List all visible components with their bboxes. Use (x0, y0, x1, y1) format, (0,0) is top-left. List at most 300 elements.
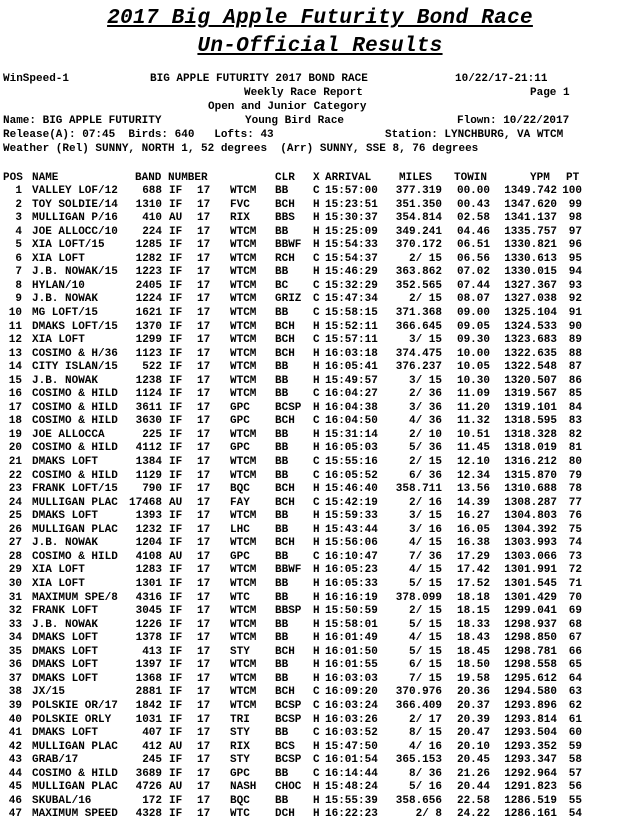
result-row (0, 564, 640, 577)
cell-band: 3611 (135, 401, 162, 414)
cell-pos: 40 (8, 713, 22, 726)
cell-pt: 77 (568, 496, 582, 509)
result-row (0, 226, 640, 239)
release-line: Release(A): 07:45 Birds: 640 Lofts: 43 (3, 129, 274, 141)
cell-ypm: 1294.580 (504, 686, 557, 699)
cell-club: GPC (230, 401, 250, 414)
cell-sex: C (313, 550, 320, 563)
cell-band: 1378 (135, 632, 162, 645)
cell-miles: 4/ 36 (408, 415, 442, 428)
cell-band: 1124 (135, 388, 162, 401)
cell-prefix: IF (169, 185, 183, 197)
printed-timestamp: 10/22/17-21:11 (455, 73, 548, 85)
cell-miles: 7/ 36 (408, 550, 442, 563)
cell-arrival: 15:56:06 (325, 537, 378, 550)
cell-sex: H (313, 713, 320, 726)
cell-pos: 28 (8, 550, 22, 563)
cell-pt: 84 (568, 401, 582, 414)
cell-club: WTCM (230, 374, 257, 387)
cell-loft: MG LOFT/15 (32, 306, 99, 319)
cell-loft: DMAKS LOFT (32, 659, 99, 672)
cell-pos: 24 (8, 496, 22, 509)
cell-pt: 83 (568, 415, 582, 428)
cell-sex: C (313, 185, 320, 197)
cell-towin: 19.58 (456, 672, 490, 685)
cell-pt: 61 (568, 713, 582, 726)
cell-band: 412 (142, 740, 162, 753)
cell-band: 1299 (135, 334, 162, 347)
cell-arrival: 15:57:00 (325, 185, 378, 197)
cell-sex: C (313, 754, 320, 767)
cell-loft: MULLIGAN PLAC (32, 781, 118, 794)
cell-miles: 3/ 36 (408, 401, 442, 414)
cell-pos: 22 (8, 469, 22, 482)
cell-pos: 19 (8, 428, 22, 441)
cell-pos: 35 (8, 645, 22, 658)
cell-pos: 29 (8, 564, 22, 577)
cell-year: 17 (197, 672, 211, 685)
cell-ypm: 1322.548 (504, 361, 557, 374)
cell-pos: 42 (8, 740, 22, 753)
cell-sex: H (313, 442, 320, 455)
result-row (0, 592, 640, 605)
cell-year: 17 (197, 645, 211, 658)
cell-sex: C (313, 469, 320, 482)
cell-arrival: 16:09:20 (325, 686, 378, 699)
cell-towin: 20.47 (456, 727, 490, 739)
cell-arrival: 15:58:01 (325, 618, 378, 631)
cell-year: 17 (197, 727, 211, 739)
cell-arrival: 15:46:29 (325, 266, 378, 279)
cell-club: WTCM (230, 618, 257, 631)
cell-pt: 87 (568, 361, 582, 374)
cell-year: 17 (197, 550, 211, 563)
cell-towin: 09.00 (456, 306, 490, 319)
cell-prefix: IF (169, 727, 183, 739)
cell-towin: 20.44 (456, 781, 490, 794)
cell-towin: 08.07 (456, 293, 490, 306)
cell-year: 17 (197, 578, 211, 590)
cell-loft: VALLEY LOF/12 (32, 185, 118, 197)
cell-ypm: 1330.613 (504, 252, 557, 265)
cell-year: 17 (197, 605, 211, 617)
cell-pos: 13 (8, 347, 22, 360)
cell-loft: DMAKS LOFT (32, 456, 99, 468)
cell-club: RIX (230, 740, 250, 753)
cell-arrival: 16:01:55 (325, 659, 378, 672)
cell-loft: J.B. NOWAK (32, 537, 99, 550)
cell-year: 17 (197, 740, 211, 753)
cell-sex: H (313, 320, 320, 333)
cell-year: 17 (197, 252, 211, 265)
cell-pos: 39 (8, 699, 22, 712)
cell-arrival: 16:04:27 (325, 388, 378, 401)
cell-color: BCH (275, 686, 295, 699)
cell-pt: 92 (568, 293, 582, 306)
cell-club: WTCM (230, 320, 257, 333)
cell-arrival: 15:58:15 (325, 306, 378, 319)
cell-club: WTCM (230, 388, 257, 401)
cell-prefix: IF (169, 388, 183, 401)
cell-prefix: AU (169, 550, 183, 563)
result-row (0, 212, 640, 225)
cell-club: WTCM (230, 293, 257, 306)
result-row (0, 795, 640, 808)
cell-miles: 374.475 (395, 347, 442, 360)
cell-miles: 4/ 15 (408, 632, 442, 645)
cell-prefix: IF (169, 699, 183, 712)
report-subtitle: Un-Official Results (197, 35, 443, 58)
cell-pt: 63 (568, 686, 582, 699)
cell-sex: H (313, 428, 320, 441)
cell-ypm: 1320.507 (504, 374, 557, 387)
cell-loft: CITY ISLAN/15 (32, 361, 118, 374)
cell-sex: H (313, 578, 320, 590)
cell-miles: 2/ 15 (408, 252, 442, 265)
cell-band: 1204 (135, 537, 162, 550)
cell-color: BCH (275, 483, 295, 496)
cell-miles: 351.350 (395, 198, 442, 211)
cell-club: STY (230, 754, 250, 767)
cell-year: 17 (197, 225, 211, 238)
col-towin-header: TOWIN (454, 172, 488, 184)
cell-pt: 72 (568, 564, 582, 577)
cell-prefix: IF (169, 578, 183, 590)
cell-year: 17 (197, 266, 211, 279)
col-band-header: BAND NUMBER (135, 172, 208, 184)
cell-year: 17 (197, 754, 211, 767)
cell-loft: MULLIGAN PLAC (32, 496, 118, 509)
result-row (0, 605, 640, 618)
cell-arrival: 16:01:49 (325, 632, 378, 645)
cell-pt: 54 (568, 808, 582, 821)
cell-towin: 00.43 (456, 198, 490, 211)
cell-color: BB (275, 185, 289, 197)
cell-miles: 2/ 15 (408, 293, 442, 306)
cell-arrival: 16:05:52 (325, 469, 378, 482)
cell-sex: H (313, 781, 320, 794)
cell-band: 1031 (135, 713, 162, 726)
cell-pos: 34 (8, 632, 22, 645)
cell-color: BC (275, 279, 289, 292)
result-row (0, 659, 640, 672)
cell-sex: C (313, 699, 320, 712)
cell-sex: H (313, 740, 320, 753)
cell-year: 17 (197, 483, 211, 496)
cell-club: WTCM (230, 334, 257, 347)
cell-band: 172 (142, 794, 162, 807)
cell-pt: 78 (568, 483, 582, 496)
cell-arrival: 15:42:19 (325, 496, 378, 509)
page-number: Page 1 (530, 87, 570, 99)
cell-pos: 16 (8, 388, 22, 401)
result-row (0, 442, 640, 455)
cell-color: BB (275, 361, 289, 374)
cell-arrival: 15:47:50 (325, 740, 378, 753)
cell-loft: DMAKS LOFT/15 (32, 320, 118, 333)
cell-arrival: 15:55:16 (325, 456, 378, 468)
cell-towin: 18.43 (456, 632, 490, 645)
cell-club: WTCM (230, 252, 257, 265)
cell-band: 3045 (135, 605, 162, 617)
station: Station: LYNCHBURG, VA WTCM (385, 129, 564, 141)
cell-miles: 3/ 15 (408, 510, 442, 523)
cell-pos: 20 (8, 442, 22, 455)
cell-miles: 8/ 36 (408, 767, 442, 780)
cell-club: FVC (230, 198, 250, 211)
cell-ypm: 1304.392 (504, 523, 557, 536)
col-x-header: X (313, 172, 320, 184)
cell-ypm: 1322.635 (504, 347, 557, 360)
cell-towin: 09.05 (456, 320, 490, 333)
cell-color: BCSP (275, 754, 302, 767)
result-row (0, 429, 640, 442)
cell-pos: 30 (8, 578, 22, 590)
cell-loft: J.B. NOWAK (32, 374, 99, 387)
cell-ypm: 1319.101 (504, 401, 557, 414)
cell-loft: JOE ALLOCC/10 (32, 225, 118, 238)
cell-band: 3630 (135, 415, 162, 428)
cell-ypm: 1298.781 (504, 645, 557, 658)
cell-year: 17 (197, 618, 211, 631)
cell-color: BB (275, 550, 289, 563)
cell-pos: 6 (15, 252, 22, 265)
col-pt-header: PT (566, 172, 580, 184)
cell-club: WTCM (230, 456, 257, 468)
cell-towin: 18.18 (456, 591, 490, 604)
result-row (0, 375, 640, 388)
cell-loft: JOE ALLOCCA (32, 428, 105, 441)
cell-year: 17 (197, 306, 211, 319)
cell-club: WTCM (230, 361, 257, 374)
cell-pos: 9 (15, 293, 22, 306)
cell-sex: C (313, 496, 320, 509)
cell-club: WTC (230, 591, 250, 604)
cell-miles: 3/ 15 (408, 374, 442, 387)
result-row (0, 456, 640, 469)
cell-pt: 97 (568, 225, 582, 238)
cell-arrival: 15:52:11 (325, 320, 378, 333)
cell-ypm: 1301.429 (504, 591, 557, 604)
cell-prefix: IF (169, 442, 183, 455)
col-arrival-header: ARRIVAL (325, 172, 372, 184)
cell-band: 407 (142, 727, 162, 739)
cell-arrival: 15:31:14 (325, 428, 378, 441)
cell-miles: 378.099 (395, 591, 442, 604)
result-row (0, 537, 640, 550)
cell-arrival: 15:23:51 (325, 198, 378, 211)
cell-club: GPC (230, 442, 250, 455)
cell-sex: C (313, 306, 320, 319)
cell-prefix: IF (169, 686, 183, 699)
cell-ypm: 1298.558 (504, 659, 557, 672)
cell-towin: 10.51 (456, 428, 490, 441)
cell-pos: 38 (8, 686, 22, 699)
cell-year: 17 (197, 293, 211, 306)
cell-ypm: 1341.137 (504, 212, 557, 225)
cell-towin: 11.45 (456, 442, 490, 455)
cell-pt: 59 (568, 740, 582, 753)
cell-arrival: 16:05:41 (325, 361, 378, 374)
cell-club: WTCM (230, 564, 257, 577)
cell-pos: 12 (8, 334, 22, 347)
cell-year: 17 (197, 564, 211, 577)
cell-towin: 16.27 (456, 510, 490, 523)
cell-towin: 24.22 (456, 808, 490, 821)
cell-year: 17 (197, 591, 211, 604)
cell-ypm: 1324.533 (504, 320, 557, 333)
cell-band: 413 (142, 645, 162, 658)
cell-prefix: IF (169, 754, 183, 767)
race-name-line: Name: BIG APPLE FUTURITY (3, 115, 162, 127)
result-row (0, 632, 640, 645)
cell-pos: 25 (8, 510, 22, 523)
cell-miles: 5/ 15 (408, 618, 442, 631)
cell-pt: 100 (562, 185, 582, 197)
cell-arrival: 15:43:44 (325, 523, 378, 536)
cell-arrival: 16:14:44 (325, 767, 378, 780)
result-row (0, 686, 640, 699)
cell-loft: COSIMO & HILD (32, 469, 118, 482)
cell-pos: 17 (8, 401, 22, 414)
cell-pos: 11 (8, 320, 22, 333)
cell-miles: 8/ 15 (408, 727, 442, 739)
cell-loft: MAXIMUM SPEED (32, 808, 118, 821)
cell-band: 245 (142, 754, 162, 767)
cell-pos: 1 (15, 185, 22, 197)
cell-club: WTCM (230, 428, 257, 441)
cell-pos: 5 (15, 239, 22, 252)
cell-loft: TOY SOLDIE/14 (32, 198, 118, 211)
cell-color: BB (275, 767, 289, 780)
cell-band: 1842 (135, 699, 162, 712)
cell-prefix: IF (169, 672, 183, 685)
cell-miles: 363.862 (395, 266, 442, 279)
cell-year: 17 (197, 401, 211, 414)
cell-color: BCH (275, 347, 295, 360)
cell-sex: C (313, 334, 320, 347)
cell-club: TRI (230, 713, 250, 726)
cell-miles: 6/ 36 (408, 469, 442, 482)
result-row (0, 578, 640, 591)
cell-color: BBSP (275, 605, 302, 617)
cell-miles: 354.814 (395, 212, 442, 225)
cell-prefix: IF (169, 794, 183, 807)
cell-arrival: 15:54:33 (325, 239, 378, 252)
cell-towin: 02.58 (456, 212, 490, 225)
cell-band: 1223 (135, 266, 162, 279)
cell-ypm: 1349.742 (504, 185, 557, 197)
cell-color: BB (275, 266, 289, 279)
cell-color: BB (275, 794, 289, 807)
cell-towin: 16.38 (456, 537, 490, 550)
cell-pos: 2 (15, 198, 22, 211)
cell-sex: H (313, 618, 320, 631)
result-row (0, 266, 640, 279)
cell-band: 2881 (135, 686, 162, 699)
cell-towin: 12.10 (456, 456, 490, 468)
cell-miles: 2/ 10 (408, 428, 442, 441)
cell-ypm: 1319.567 (504, 388, 557, 401)
cell-pos: 14 (8, 361, 22, 374)
cell-sex: H (313, 564, 320, 577)
cell-color: BB (275, 618, 289, 631)
cell-loft: COSIMO & HILD (32, 401, 118, 414)
cell-arrival: 15:47:34 (325, 293, 378, 306)
cell-year: 17 (197, 388, 211, 401)
cell-color: BB (275, 428, 289, 441)
cell-miles: 5/ 15 (408, 578, 442, 590)
cell-loft: MAXIMUM SPE/8 (32, 591, 118, 604)
cell-prefix: IF (169, 293, 183, 306)
cell-year: 17 (197, 374, 211, 387)
cell-sex: H (313, 361, 320, 374)
cell-color: BCSP (275, 713, 302, 726)
cell-color: BB (275, 659, 289, 672)
cell-band: 1283 (135, 564, 162, 577)
cell-loft: COSIMO & HILD (32, 415, 118, 428)
cell-club: BQC (230, 794, 250, 807)
cell-towin: 10.05 (456, 361, 490, 374)
cell-color: RCH (275, 252, 295, 265)
cell-pt: 65 (568, 659, 582, 672)
cell-sex: H (313, 794, 320, 807)
cell-sex: C (313, 293, 320, 306)
cell-band: 17468 (128, 496, 162, 509)
cell-towin: 20.39 (456, 713, 490, 726)
cell-pos: 32 (8, 605, 22, 617)
result-row (0, 768, 640, 781)
cell-year: 17 (197, 496, 211, 509)
cell-band: 1621 (135, 306, 162, 319)
cell-towin: 20.36 (456, 686, 490, 699)
cell-club: FAY (230, 496, 250, 509)
cell-ypm: 1293.896 (504, 699, 557, 712)
cell-loft: COSIMO & HILD (32, 550, 118, 563)
cell-club: WTCM (230, 225, 257, 238)
cell-color: BB (275, 225, 289, 238)
result-row (0, 199, 640, 212)
cell-ypm: 1299.041 (504, 605, 557, 617)
cell-arrival: 15:49:57 (325, 374, 378, 387)
cell-ypm: 1325.104 (504, 306, 557, 319)
cell-loft: XIA LOFT (32, 252, 85, 265)
cell-pt: 95 (568, 252, 582, 265)
cell-miles: 366.645 (395, 320, 442, 333)
race-category: Open and Junior Category (208, 101, 367, 113)
cell-sex: H (313, 225, 320, 238)
cell-towin: 18.50 (456, 659, 490, 672)
cell-loft: XIA LOFT (32, 564, 85, 577)
cell-prefix: IF (169, 591, 183, 604)
cell-loft: HYLAN/10 (32, 279, 85, 292)
cell-ypm: 1323.683 (504, 334, 557, 347)
cell-pt: 86 (568, 374, 582, 387)
cell-towin: 20.45 (456, 754, 490, 767)
cell-club: WTCM (230, 469, 257, 482)
cell-year: 17 (197, 185, 211, 197)
cell-ypm: 1295.612 (504, 672, 557, 685)
cell-pos: 23 (8, 483, 22, 496)
cell-loft: SKUBAL/16 (32, 794, 92, 807)
cell-pt: 85 (568, 388, 582, 401)
cell-miles: 2/ 8 (415, 808, 442, 821)
cell-club: WTCM (230, 537, 257, 550)
result-row (0, 700, 640, 713)
result-row (0, 646, 640, 659)
cell-sex: H (313, 510, 320, 523)
result-row (0, 280, 640, 293)
